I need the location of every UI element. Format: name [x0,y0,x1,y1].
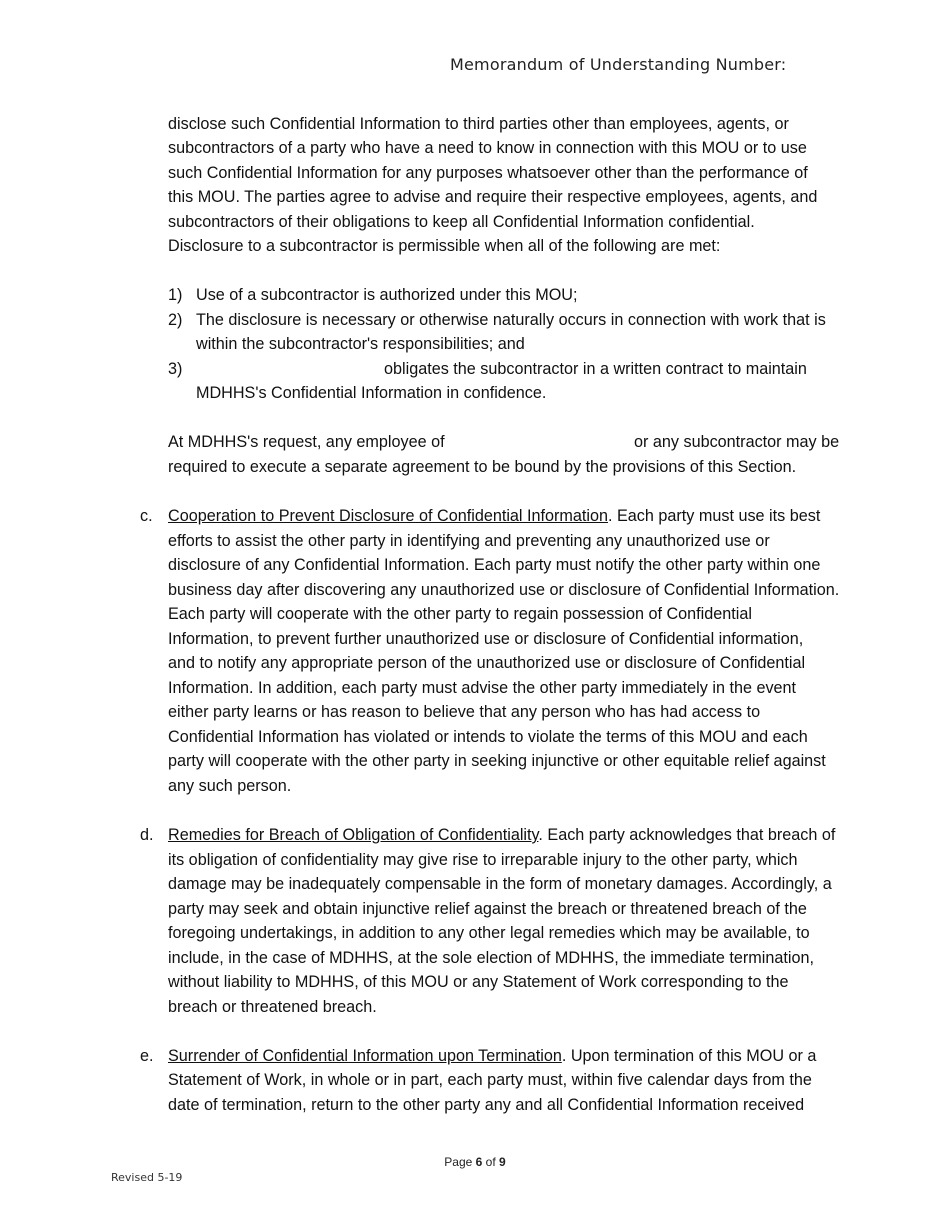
section-line: damage may be inadequately compensable in the form of monetary damages. Accordingly, a [168,875,832,893]
total-pages: 9 [499,1155,506,1169]
section-line: either party learns or has reason to believe that any person who has had access to [168,703,761,721]
section-first-line [168,506,820,526]
section-line: and to notify any appropriate person of the unauthorized use or disclosure of Confidential [168,654,806,672]
intro-line: subcontractors of their obligations to keep all Confidential Information confidential. [168,213,755,231]
section-marker: c. [140,507,153,525]
section-line: Statement of Work, in whole or in part, each party must, within five calendar days from the [168,1071,812,1089]
list-item-line: Use of a subcontractor is authorized under this MOU; [196,286,578,304]
section-line: foregoing undertakings, in addition to any other legal remedies which may be available, to [168,924,810,942]
intro-line: subcontractors of a party who have a need to know in connection with this MOU or to use [168,139,807,157]
intro-line: this MOU. The parties agree to advise and require their respective employees, agents, and [168,188,818,206]
section-line: Information. In addition, each party must advise the other party immediately in the event [168,679,797,697]
list-item-line: obligates the subcontractor in a written contract to maintain [384,360,807,378]
section-heading: Surrender of Confidential Information upon Termination [168,1047,562,1065]
section-line: include, in the case of MDHHS, at the sole election of MDHHS, the immediate termination, [168,949,814,967]
section-line: its obligation of confidentiality may give rise to irreparable injury to the other party, which [168,851,798,869]
section-line: disclosure of any Confidential Information. Each party must notify the other party within one [168,556,821,574]
section-line: without liability to MDHHS, of this MOU or any Statement of Work corresponding to the [168,973,789,991]
revision-label: Revised 5-19 [111,1171,183,1184]
intro-line: Disclosure to a subcontractor is permissible when all of the following are met: [168,237,721,255]
request-line: required to execute a separate agreement to be bound by the provisions of this Section. [168,458,797,476]
list-marker: 2) [168,311,183,329]
list-marker: 3) [168,360,183,378]
section-text: . Each party must use its best [608,507,821,525]
intro-line: disclose such Confidential Information to third parties other than employees, agents, or [168,115,789,133]
section-line: Information, to prevent further unauthorized use or disclosure of Confidential information, [168,630,804,648]
page-number [0,1155,950,1169]
section-line: party may seek and obtain injunctive relief against the breach or threatened breach of the [168,900,807,918]
section-marker: d. [140,826,154,844]
page-word: Page [444,1155,473,1169]
section-line: any such person. [168,777,292,795]
intro-line: such Confidential Information for any purposes whatsoever other than the performance of [168,164,808,182]
section-text: . Upon termination of this MOU or a [561,1047,817,1065]
section-first-line [168,1046,816,1066]
document-header: Memorandum of Understanding Number: [450,55,787,74]
section-line: efforts to assist the other party in identifying and preventing any unauthorized use or [168,532,770,550]
section-line: Confidential Information has violated or intends to violate the terms of this MOU and each [168,728,808,746]
section-text: . Each party acknowledges that breach of [538,826,836,844]
section-first-line [168,825,835,845]
section-line: breach or threatened breach. [168,998,377,1016]
section-line: date of termination, return to the other party any and all Confidential Information received [168,1096,805,1114]
list-marker: 1) [168,286,183,304]
section-line: business day after discovering any unauthorized use or disclosure of Confidential Information. [168,581,840,599]
section-heading: Cooperation to Prevent Disclosure of Confidential Information [168,507,608,525]
of-word: of [485,1155,496,1169]
current-page: 6 [475,1155,483,1169]
section-line: party will cooperate with the other party in seeking injunctive or other equitable relief against [168,752,826,770]
list-item-line: The disclosure is necessary or otherwise naturally occurs in connection with work that is [196,311,826,329]
section-marker: e. [140,1047,154,1065]
list-item-line: MDHHS's Confidential Information in confidence. [196,384,547,402]
section-line: Each party will cooperate with the other party to regain possession of Confidential [168,605,752,623]
request-line: or any subcontractor may be [634,433,840,451]
list-item-line: within the subcontractor's responsibilities; and [196,335,525,353]
section-heading: Remedies for Breach of Obligation of Confidentiality [168,826,539,844]
request-line: At MDHHS's request, any employee of [168,433,445,451]
